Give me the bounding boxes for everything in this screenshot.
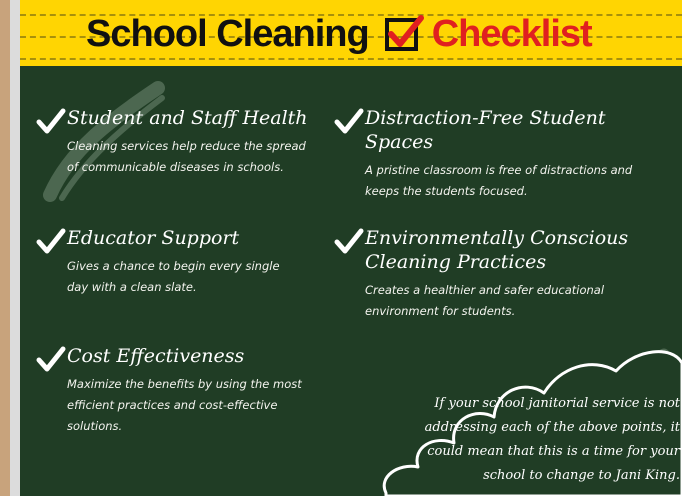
title-right: Checklist bbox=[431, 12, 592, 55]
item-text: Gives a chance to begin every single day with a clean slate. bbox=[67, 259, 280, 294]
item-title: Educator Support bbox=[67, 227, 240, 249]
item-text: Maximize the benefits by using the most efficient practices and cost-effective solutions. bbox=[67, 377, 302, 433]
title-left: School Cleaning bbox=[86, 12, 369, 55]
item-text: Cleaning services help reduce the spread of communicable diseases in schools. bbox=[67, 139, 306, 174]
item-title: Environmentally Conscious Cleaning Practices bbox=[365, 227, 629, 273]
check-icon bbox=[334, 108, 364, 134]
checklist-item bbox=[334, 106, 674, 202]
checklist-item bbox=[36, 226, 326, 298]
check-icon bbox=[36, 346, 66, 372]
checkbox-icon bbox=[385, 18, 418, 51]
check-icon bbox=[36, 108, 66, 134]
item-title: Cost Effectiveness bbox=[67, 345, 245, 367]
check-icon bbox=[36, 228, 66, 254]
checklist-item bbox=[36, 106, 326, 178]
check-icon bbox=[334, 228, 364, 254]
checklist-item bbox=[334, 226, 654, 322]
header-banner bbox=[20, 0, 682, 66]
item-text: Creates a healthier and safer educational environment for students. bbox=[365, 283, 605, 318]
checklist-item bbox=[36, 344, 326, 437]
page-title bbox=[86, 6, 592, 62]
callout-text: If your school janitorial service is not addressing each of the above points, it could mean that this is a time for your school to change to Jani King. bbox=[424, 396, 680, 483]
item-title: Student and Staff Health bbox=[67, 107, 308, 129]
item-text: A pristine classroom is free of distractions and keeps the students focused. bbox=[365, 163, 633, 198]
item-title: Distraction-Free Student Spaces bbox=[365, 107, 606, 153]
